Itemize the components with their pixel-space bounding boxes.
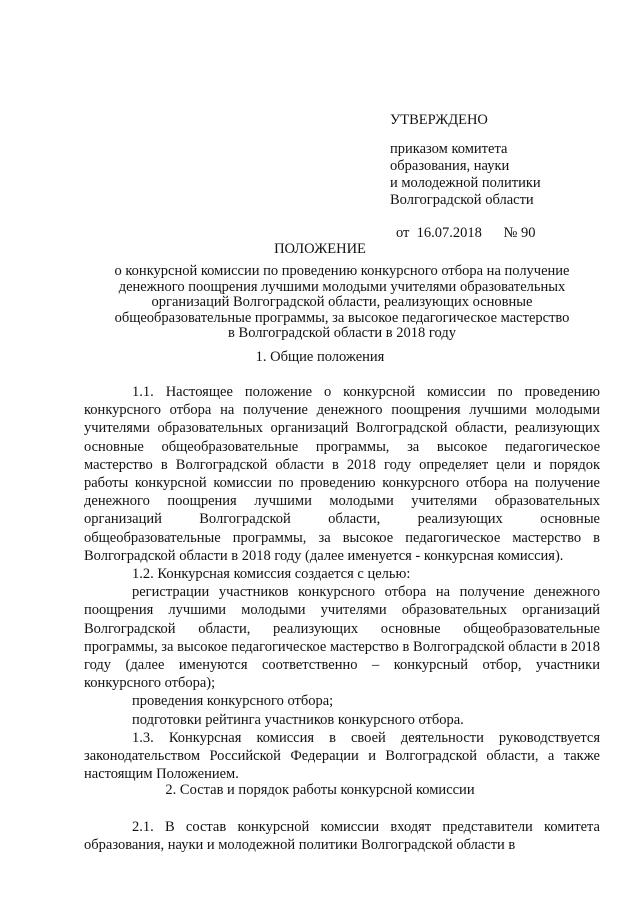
approval-heading: УТВЕРЖДЕНО xyxy=(390,112,488,128)
approval-line: и молодежной политики xyxy=(390,175,541,191)
section-2-body xyxy=(84,818,600,854)
approval-block xyxy=(390,112,610,242)
approval-line: Волгоградской области xyxy=(390,192,534,208)
section-1-title: 1. Общие положения xyxy=(255,349,385,365)
section-2-title: 2. Состав и порядок работы конкурсной комиссии xyxy=(165,782,475,798)
subtitle-line: денежного поощрения лучшими молодыми учителями образовательных xyxy=(118,278,566,295)
paragraph: 1.2. Конкурсная комиссия создается с целью: xyxy=(132,566,411,583)
paragraph: 1.1. Настоящее положение о конкурсной комиссии по проведению конкурсного отбора на получение денежного поощрения лучшими молодыми учителями образовательных организаций Волгоградской области, реализующих основные общеобразовательные программы, за высокое педагогическое мастерство в Волгоградской области в 2018 году определяет цели и порядок работы конкурсной комиссии по проведению конкурсного отбора на получение денежного поощрения лучшими молодыми учителями образовательных организаций Волгоградской области, реализующих основные общеобразовательные программы, за высокое педагогическое мастерство в Волгоградской области в 2018 году (далее именуется - конкурсная комиссия). xyxy=(84,384,600,564)
approval-line: образования, науки xyxy=(390,158,510,174)
order-prefix: от xyxy=(396,225,410,241)
paragraph: подготовки рейтинга участников конкурсного отбора. xyxy=(132,711,464,728)
subtitle-line: о конкурсной комиссии по проведению конкурсного отбора на получение xyxy=(114,263,570,279)
order-date: 16.07.2018 xyxy=(416,225,482,241)
subtitle-line: общеобразовательные программы, за высокое педагогическое мастерство xyxy=(114,309,570,326)
paragraph: регистрации участников конкурсного отбора на получение денежного поощрения лучшими молодыми учителями образовательных организаций Волгоградской области, реализующих основные общеобразовательные программы, за высокое педагогическое мастерство в Волгоградской области в 2018 году (далее именуются соответственно – конкурсный отбор, участники конкурсного отбора); xyxy=(84,584,600,692)
subtitle-line: в Волгоградской области в 2018 году xyxy=(228,325,456,342)
paragraph: 1.3. Конкурсная комиссия в своей деятельности руководствуется законодательством Российской Федерации и Волгоградской области, а также настоящим Положением. xyxy=(84,729,600,783)
paragraph: проведения конкурсного отбора; xyxy=(132,693,334,710)
order-reference xyxy=(396,225,610,242)
paragraph: 2.1. В состав конкурсной комиссии входят представители комитета образования, науки и молодежной политики Волгоградской области в xyxy=(84,819,600,854)
order-number: № 90 xyxy=(503,225,536,241)
section-1-body xyxy=(84,383,600,783)
document-title: ПОЛОЖЕНИЕ xyxy=(274,241,366,257)
document-subtitle xyxy=(84,264,600,342)
subtitle-line: организаций Волгоградской области, реализующих основные xyxy=(151,294,533,311)
approval-line: приказом комитета xyxy=(390,141,508,157)
